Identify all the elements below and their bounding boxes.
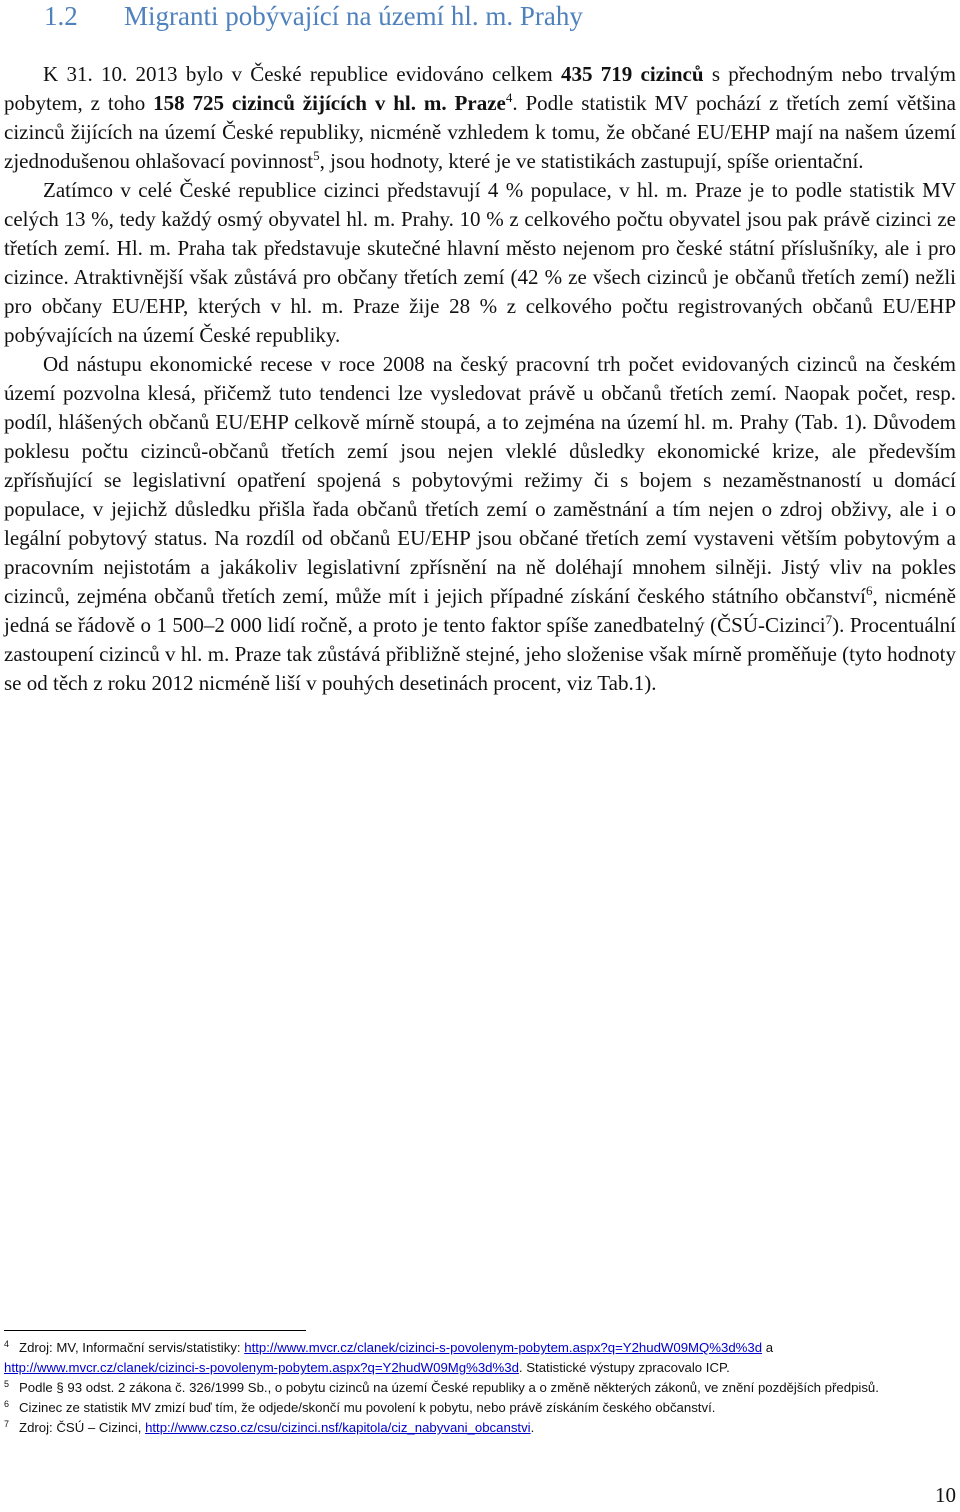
paragraph-1-bold-count: 435 719 cizinců	[560, 62, 704, 86]
footnote-ref-7[interactable]: 7	[825, 612, 833, 627]
section-number: 1.2	[44, 1, 78, 31]
footnote-4	[4, 1338, 956, 1378]
footnote-text: .	[530, 1420, 535, 1435]
footnote-text: Zdroj: MV, Informační servis/statistiky:	[19, 1340, 245, 1355]
paragraph-3	[4, 350, 956, 698]
footnote-separator	[4, 1330, 306, 1331]
paragraph-1	[4, 60, 956, 176]
paragraph-2: Zatímco v celé České republice cizinci představují 4 % populace, v hl. m. Praze je to podle statistik MV celých 13 %, tedy každý osmý obyvatel hl. m. Prahy. 10 % z celkového počtu obyvatel jsou pak právě cizinci ze třetích zemí. Hl. m. Praha tak představuje skutečné hlavní město nejenom pro české státní příslušníky, ale i pro cizince. Atraktivnější však zůstává pro občany třetích zemí (42 % ze všech cizinců je občanů třetích zemí) nežli pro občany EU/EHP, kterých v hl. m. Praze žije 28 % z celkového počtu registrovaných občanů EU/EHP pobývajících na území České republiky.	[4, 178, 956, 347]
footnote-number: 7	[4, 1418, 10, 1429]
footnote-number: 4	[4, 1338, 10, 1349]
footnote-text: Cizinec ze statistik MV zmizí buď tím, že odjede/skončí mu povolení k pobytu, nebo právě získáním českého občanství.	[19, 1400, 716, 1415]
paragraph-3-text-c: ). Procentuální zastoupení cizinců v hl. m. Praze tak zůstává přibližně stejné, jeho složenise však mírně proměňuje (tyto hodnoty se od těch z roku 2012 nicméně liší v pouhých desetinách procent, viz Tab.1).	[4, 613, 956, 695]
paragraph-1-text-f: , jsou hodnoty, které je ve statistikách zastupují, spíše orientační.	[319, 149, 864, 173]
paragraph-3-text-b: , nicméně jedná se řádově o 1 500–2 000 lidí ročně, a proto je tento faktor spíše zanedbatelný (ČSÚ-Cizinci	[4, 584, 956, 637]
footnote-text: Zdroj: ČSÚ – Cizinci,	[19, 1420, 146, 1435]
footnote-link[interactable]: http://www.mvcr.cz/clanek/cizinci-s-povolenym-pobytem.aspx?q=Y2hudW09Mg%3d%3d	[4, 1360, 519, 1375]
page-number: 10	[935, 1483, 956, 1507]
footnote-text: . Statistické výstupy zpracovalo ICP.	[518, 1360, 730, 1375]
paragraph-1-text-c: s přechodným nebo trvalým pobytem, z toho	[4, 62, 956, 115]
paragraph-1-text-a: K 31. 10. 2013 bylo v České republice evidováno celkem	[43, 62, 561, 86]
footnote-ref-6[interactable]: 6	[866, 583, 873, 598]
section-title: Migranti pobývající na území hl. m. Prahy	[124, 1, 583, 31]
body-text	[4, 60, 956, 698]
footnote-6	[4, 1398, 956, 1418]
footnote-5	[4, 1378, 956, 1398]
paragraph-1-text-e: . Podle statistik MV pochází z třetích zemí většina cizinců žijících na území České republiky, nicméně vzhledem k tomu, že občané EU/EHP mají na našem území zjednodušenou ohlašovací povinnost	[4, 91, 956, 173]
paragraph-3-text-a: Od nástupu ekonomické recese v roce 2008 na český pracovní trh počet evidovaných cizinců na českém území pozvolna klesá, přičemž tuto tendenci lze vysledovat právě u občanů třetích zemí. Naopak počet, resp. podíl, hlášených občanů EU/EHP celkově mírně stoupá, a to zejména na území hl. m. Prahy (Tab. 1). Důvodem poklesu počtu cizinců-občanů třetích zemí jsou nejen vleklé důsledky ekonomické krize, ale především zpřísňující se legislativní opatření spojená s pobytovými režimy či s bojem s nezaměstnaností u domácí populace, v jejichž důsledku přišla řada občanů třetích zemí o zaměstnání a tím nejen o zdroj obživy, ale i o legální pobytový status. Na rozdíl od občanů EU/EHP jsou občané třetích zemí vystaveni větším pobytovým a pracovním nejistotám a jakákoliv legislativní zpřísnění na ně doléhají mnohem silněji. Jistý vliv na pokles cizinců, zejména občanů třetích zemí, může mít i jejich případné získání českého státního občanství	[4, 352, 956, 608]
footnote-text: a	[762, 1340, 774, 1355]
footnote-number: 5	[4, 1378, 10, 1389]
footnote-link[interactable]: http://www.czso.cz/csu/cizinci.nsf/kapitola/ciz_nabyvani_obcanstvi	[145, 1420, 531, 1435]
section-heading	[44, 0, 583, 32]
footnote-7	[4, 1418, 956, 1438]
footnote-ref-5[interactable]: 5	[313, 148, 320, 163]
footnote-ref-4[interactable]: 4	[505, 90, 513, 105]
footnote-number: 6	[4, 1398, 10, 1409]
paragraph-1-bold-prague: 158 725 cizinců žijících v hl. m. Praze	[153, 91, 506, 115]
footnote-link[interactable]: http://www.mvcr.cz/clanek/cizinci-s-povolenym-pobytem.aspx?q=Y2hudW09MQ%3d%3d	[244, 1340, 763, 1355]
footnotes	[4, 1338, 956, 1438]
footnote-text: Podle § 93 odst. 2 zákona č. 326/1999 Sb., o pobytu cizinců na území České republiky a o změně některých zákonů, ve znění pozdějších předpisů.	[19, 1380, 879, 1395]
